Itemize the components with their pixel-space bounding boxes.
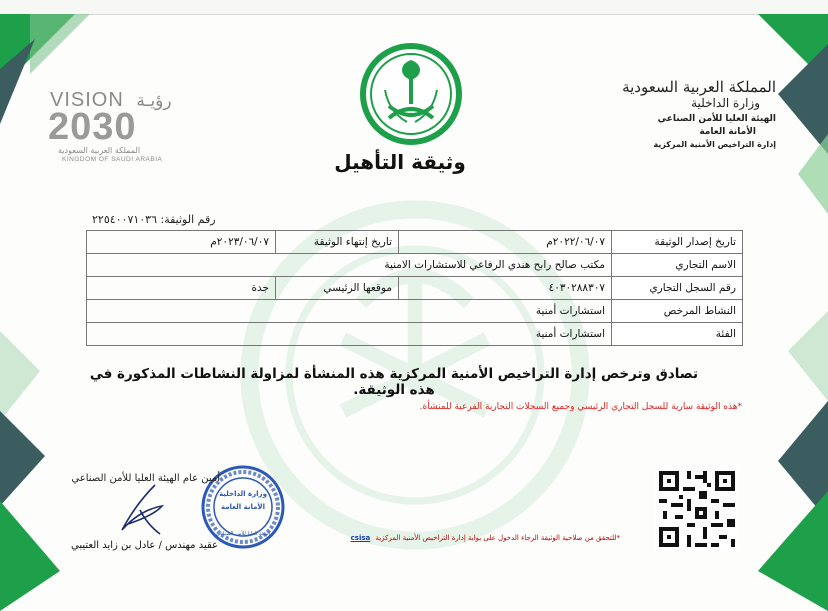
trade-name-value: مكتب صالح رابح هندي الرفاعي للاستشارات الامنية (87, 254, 612, 277)
qr-code[interactable] (655, 467, 739, 551)
vision-logo-year: 2030 (48, 106, 137, 148)
issue-date-label: تاريخ إصدار الوثيقة (612, 231, 743, 254)
document-number (92, 213, 216, 226)
document-number-value: ٢٢٥٤٠٠٧١٠٣٦ (92, 213, 157, 226)
vision-kingdom-ar: المملكة العربية السعودية (58, 146, 141, 155)
ministry-name: وزارة الداخلية (691, 96, 760, 110)
expiry-date-value: ٢٠٢٣/٠٦/٠٧م (87, 231, 276, 254)
validity-note: *هذه الوثيقة سارية للسجل التجاري الرئيسي وجميع السجلات التجارية الفرعية للمنشأة. (419, 402, 742, 412)
cr-number-value: ٤٠٣٠٢٨٨٣٠٧ (399, 277, 612, 300)
handwritten-signature (100, 480, 180, 540)
table-row (87, 231, 743, 254)
category-value: استشارات أمنية (87, 323, 612, 346)
vision-en: VISION (50, 89, 124, 111)
activity-value: استشارات أمنية (87, 300, 612, 323)
signatory-name: عقيد مهندس / عادل بن زايد العتيبي (71, 540, 218, 551)
qr-code-icon (655, 467, 739, 551)
verification-note (340, 534, 620, 542)
authorization-statement: تصادق وترخص إدارة التراخيص الأمنية المركزية هذه المنشأة لمزاولة النشاطات المذكورة في هذه الوثيقة. (89, 366, 699, 398)
table-row (87, 323, 743, 346)
department-name: إدارة التراخيص الأمنية المركزية (653, 140, 776, 149)
signatory-title: أمين عام الهيئة العليا للأمن الصناعي (71, 473, 220, 484)
table-row (87, 254, 743, 277)
stamp-line-2: الأمانة العامة (220, 503, 266, 511)
document-title: وثيقة التأهيل (334, 150, 466, 174)
vision-kingdom-en: KINGDOM OF SAUDI ARABIA (62, 156, 163, 163)
corner-decoration-bottom-left (0, 331, 70, 611)
stamp-ring-text: الهيئة العليا للأمن الصناعي (215, 531, 271, 537)
verification-text: *للتحقق من صلاحية الوثيقة الرجاء الدخول على بوابة إدارة التراخيص الأمنية المركزية (375, 534, 620, 542)
main-location-label: موقعها الرئيسي (276, 277, 399, 300)
corner-decoration-bottom-right (748, 311, 828, 611)
certificate-info-table (86, 230, 743, 346)
verification-link[interactable]: csisa (350, 534, 371, 542)
table-row (87, 277, 743, 300)
document-number-label: رقم الوثيقة: (160, 213, 216, 226)
stamp-line-1: وزارة الداخلية (219, 490, 267, 498)
trade-name-label: الاسم التجاري (612, 254, 743, 277)
cr-number-label: رقم السجل التجاري (612, 277, 743, 300)
secretariat-name: الأمانة العامة (699, 127, 756, 137)
main-location-value: جدة (87, 277, 276, 300)
category-label: الفئة (612, 323, 743, 346)
expiry-date-label: تاريخ إنتهاء الوثيقة (276, 231, 399, 254)
saudi-emblem-icon (359, 42, 463, 146)
issuer-header (620, 78, 776, 149)
table-row (87, 300, 743, 323)
authority-name: الهيئة العليا للأمن الصناعي (657, 114, 776, 124)
activity-label: النشاط المرخص (612, 300, 743, 323)
vision-ar: رؤيـة (136, 91, 172, 110)
kingdom-name: المملكة العربية السعودية (622, 78, 776, 96)
issue-date-value: ٢٠٢٢/٠٦/٠٧م (399, 231, 612, 254)
